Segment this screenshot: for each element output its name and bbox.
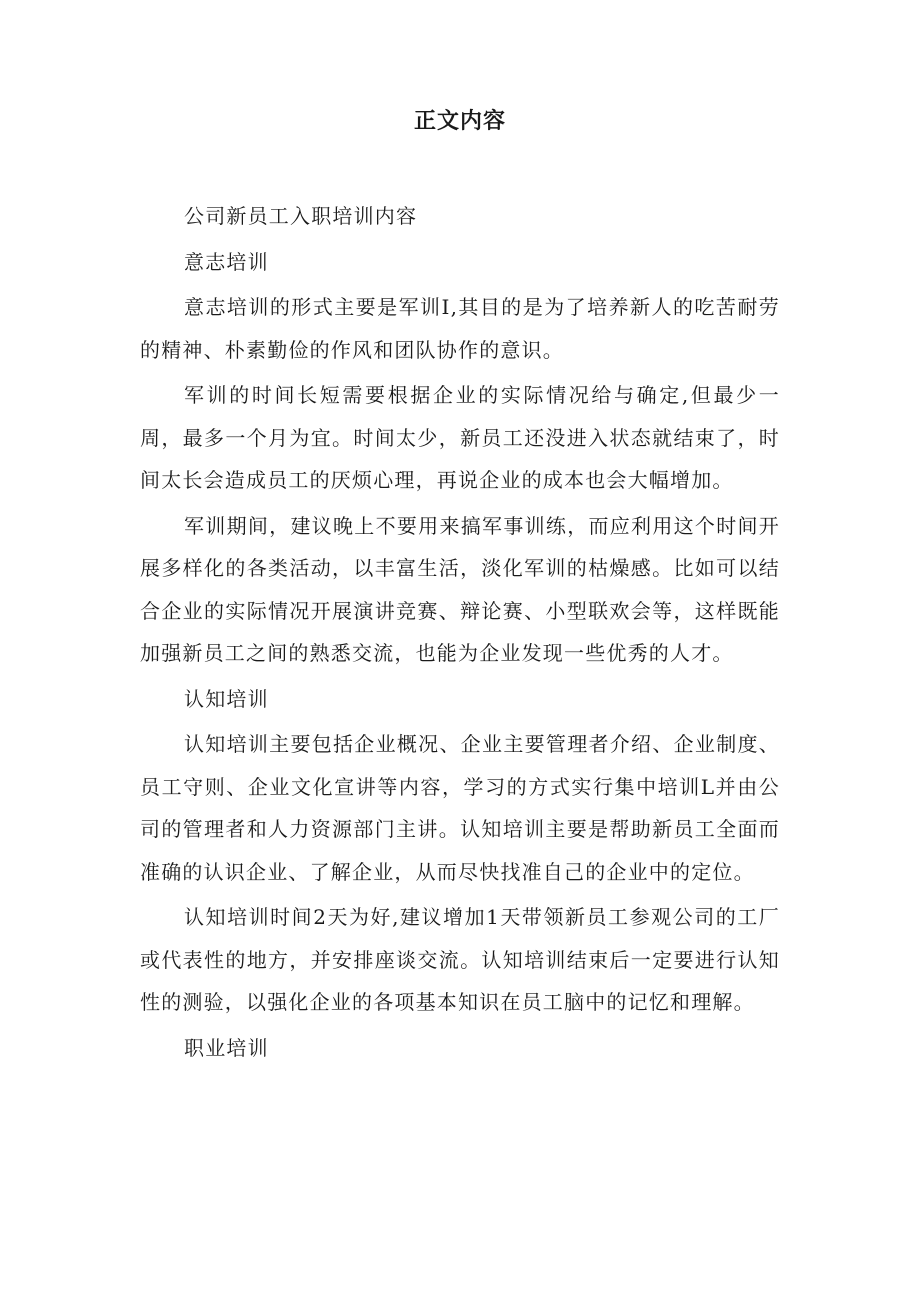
paragraph: 认知培训主要包括企业概况、企业主要管理者介绍、企业制度、员工守则、企业文化宣讲等内容，学习的方式实行集中培训L并由公司的管理者和人力资源部门主讲。认知培训主要是帮助新员工全面而准确的认识企业、了解企业，从而尽快找准自己的企业中的定位。 [140,732,780,884]
paragraph: 军训的时间长短需要根据企业的实际情况给与确定,但最少一周，最多一个月为宜。时间太少，新员工还没进入状态就结束了，时间太长会造成员工的厌烦心理，再说企业的成本也会大幅增加。 [140,383,780,492]
paragraph: 意志培训的形式主要是军训I,其目的是为了培养新人的吃苦耐劳的精神、朴素勤俭的作风和团队协作的意识。 [140,295,780,362]
section-heading: 职业培训 [184,1035,269,1060]
section-heading: 意志培训 [184,249,269,274]
page-title: 正文内容 [413,109,506,134]
paragraph: 认知培训时间2天为好,建议增加1天带领新员工参观公司的工厂或代表性的地方，并安排座谈交流。认知培训结束后一定要进行认知性的测验，以强化企业的各项基本知识在员工脑中的记忆和理解。 [140,905,780,1014]
document-body [140,195,780,1072]
section-heading: 认知培训 [184,686,269,711]
document-heading: 公司新员工入职培训内容 [184,204,418,228]
paragraph: 军训期间，建议晚上不要用来搞军事训练，而应利用这个时间开展多样化的各类活动，以丰富生活，淡化军训的枯燥感。比如可以结合企业的实际情况开展演讲竞赛、辩论赛、小型联欢会等，这样既能加强新员工之间的熟悉交流，也能为企业发现一些优秀的人才。 [140,513,780,665]
